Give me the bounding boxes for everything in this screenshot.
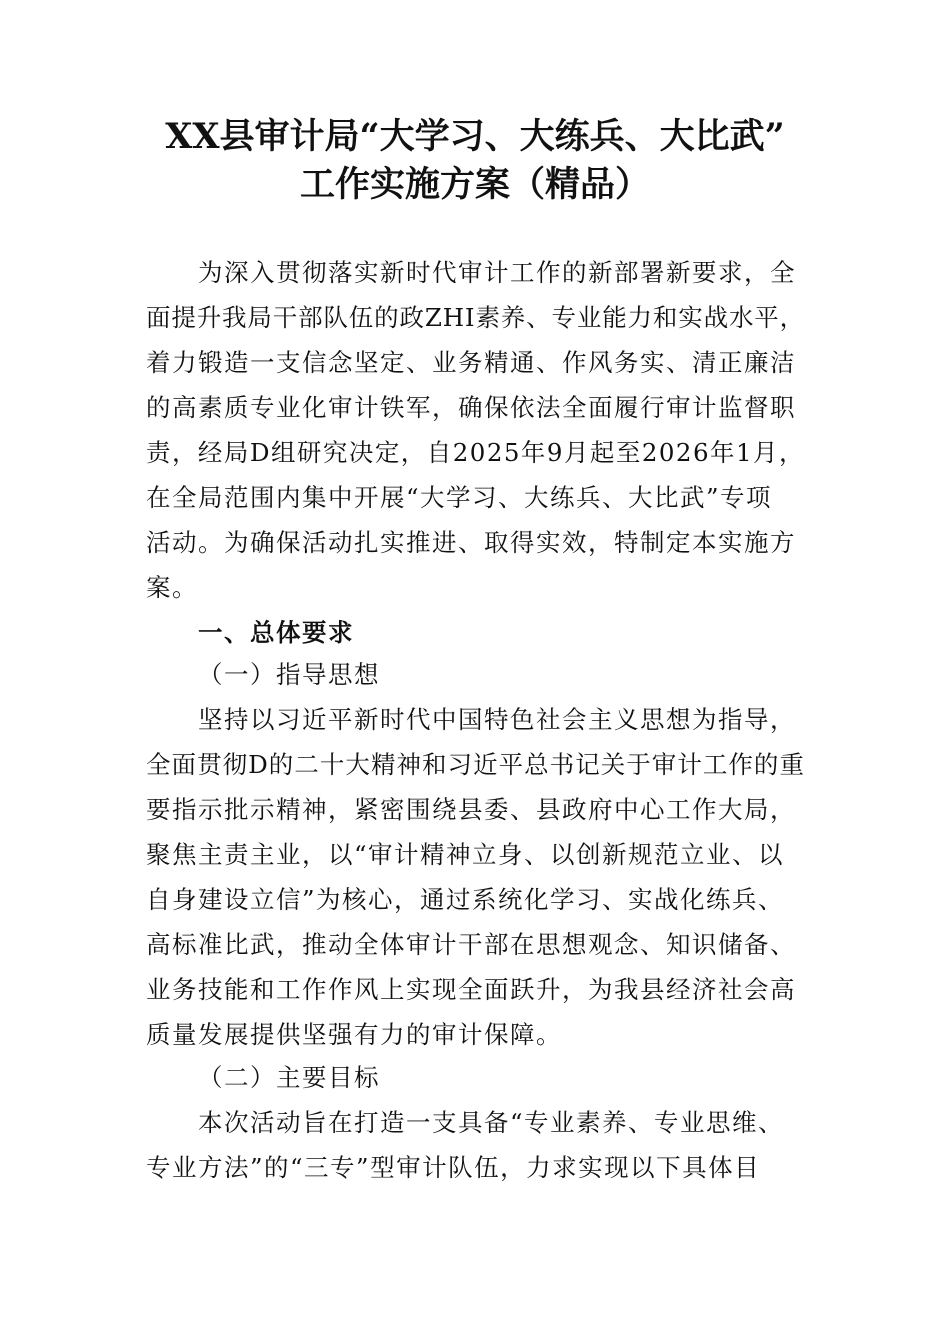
paragraph-line — [0, 483, 950, 513]
subheading-main-goals: （二）主要目标 — [198, 1063, 380, 1092]
guiding-line-2: 全面贯彻D的二十大精神和习近平总书记关于审计工作的重 — [146, 750, 805, 779]
paragraph-line — [0, 348, 950, 378]
guiding-line-3: 要指示批示精神，紧密围绕县委、县政府中心工作大局， — [146, 795, 796, 824]
paragraph-line — [0, 573, 950, 603]
intro-line-8: 案。 — [146, 573, 198, 602]
intro-line-1: 为深入贯彻落实新时代审计工作的新部署新要求，全 — [198, 258, 796, 287]
subsection-heading — [0, 660, 950, 690]
intro-line-4: 的高素质专业化审计铁军，确保依法全面履行审计监督职 — [146, 393, 796, 422]
intro-line-3: 着力锻造一支信念坚定、业务精通、作风务实、清正廉洁 — [146, 348, 796, 377]
intro-line-6: 在全局范围内集中开展“大学习、大练兵、大比武”专项 — [146, 483, 773, 512]
intro-line-2: 面提升我局干部队伍的政ZHI素养、专业能力和实战水平， — [146, 303, 805, 332]
guiding-line-8: 质量发展提供坚强有力的审计保障。 — [146, 1020, 562, 1049]
guiding-line-7: 业务技能和工作作风上实现全面跃升，为我县经济社会高 — [146, 975, 796, 1004]
paragraph-line — [0, 840, 950, 870]
intro-line-7: 活动。为确保活动扎实推进、取得实效，特制定本实施方 — [146, 528, 796, 557]
paragraph-line — [0, 1153, 950, 1183]
paragraph-line — [0, 750, 950, 780]
paragraph-line — [0, 1108, 950, 1138]
guiding-line-6: 高标准比武，推动全体审计干部在思想观念、知识储备、 — [146, 930, 796, 959]
goal-line-1: 本次活动旨在打造一支具备“专业素养、专业思维、 — [198, 1108, 785, 1137]
intro-line-5: 责，经局D组研究决定，自2025年9月起至2026年1月， — [146, 438, 805, 467]
paragraph-line — [0, 258, 950, 288]
document-title-line2: 工作实施方案（精品） — [299, 164, 650, 205]
paragraph-line — [0, 795, 950, 825]
paragraph-line — [0, 1020, 950, 1050]
guiding-line-5: 自身建设立信”为核心，通过系统化学习、实战化练兵、 — [146, 885, 785, 914]
paragraph-line — [0, 393, 950, 423]
document-title-line1: XX县审计局“大学习、大练兵、大比武” — [165, 116, 785, 157]
paragraph-line — [0, 528, 950, 558]
paragraph-line — [0, 930, 950, 960]
heading-general-requirements: 一、总体要求 — [198, 618, 354, 647]
guiding-line-4: 聚焦主责主业，以“审计精神立身、以创新规范立业、以 — [146, 840, 785, 869]
paragraph-line — [0, 975, 950, 1005]
paragraph-line — [0, 885, 950, 915]
paragraph-line — [0, 705, 950, 735]
paragraph-line — [0, 303, 950, 333]
section-heading — [0, 618, 950, 648]
goal-line-2: 专业方法”的“三专”型审计队伍，力求实现以下具体目 — [146, 1153, 761, 1182]
subheading-guiding-ideology: （一）指导思想 — [198, 660, 380, 689]
paragraph-line — [0, 438, 950, 468]
guiding-line-1: 坚持以习近平新时代中国特色社会主义思想为指导， — [198, 705, 796, 734]
subsection-heading — [0, 1063, 950, 1093]
